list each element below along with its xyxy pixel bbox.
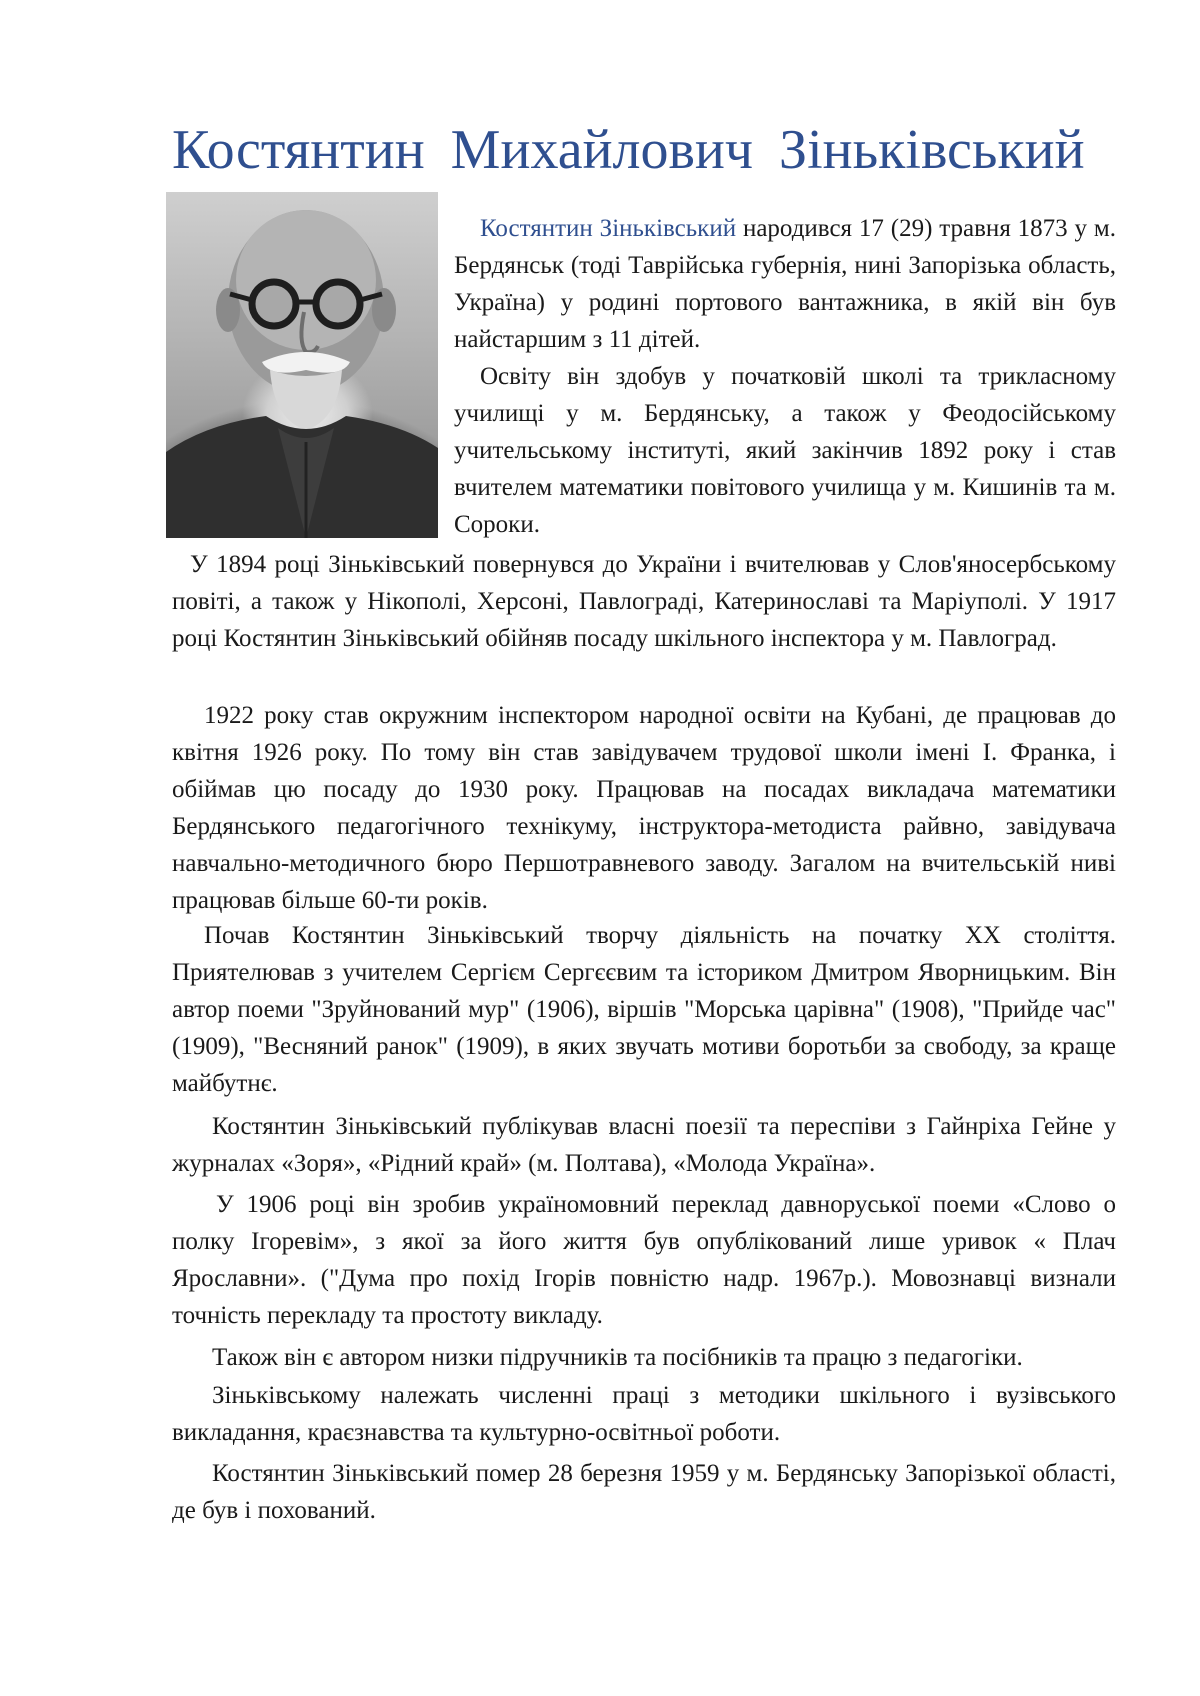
paragraph-birth bbox=[454, 210, 1116, 358]
page-title: Костянтин Михайлович Зіньківський bbox=[172, 119, 1085, 181]
paragraph-education: Освіту він здобув у початковій школі та трикласному училищі у м. Бердянську, а також у Феодосійському учительському інституті, який закінчив 1892 року і став вчителем математики повітового училища у м. Кишинів та м. Сороки. bbox=[454, 363, 1116, 538]
paragraph-textbooks: Також він є автором низки підручників та посібників та працю з педагогіки. bbox=[212, 1344, 1023, 1371]
paragraph-publications: Костянтин Зіньківський публікував власні поезії та переспіви з Гайнріха Гейне у журналах «Зоря», «Рідний край» (м. Полтава), «Молода Україна». bbox=[172, 1113, 1116, 1177]
paragraph-death: Костянтин Зіньківський помер 28 березня 1959 у м. Бердянську Запорізької області, де був і похований. bbox=[172, 1460, 1116, 1524]
paragraph-translation: У 1906 році він зробив україномовний переклад давноруської поеми «Слово о полку Ігоревім», з якої за його життя був опублікований лише уривок « Плач Ярославни». ("Дума про похід Ігорів повністю надр. 1967р.). Мовознавці визнали точність перекладу та простоту викладу. bbox=[172, 1191, 1116, 1329]
paragraph-return-ukraine: У 1894 році Зіньківський повернувся до України і вчителював у Слов'яносербському повіті, а також у Нікополі, Херсоні, Павлограді, Катеринославі та Маріуполі. У 1917 році Костянтин Зіньківський обійняв посаду шкільного інспектора у м. Павлоград. bbox=[172, 551, 1116, 652]
paragraph-methodology: Зіньківському належать численні праці з методики шкільного і вузівського викладання, краєзнавства та культурно-освітньої роботи. bbox=[172, 1382, 1116, 1446]
paragraph-creative-work: Почав Костянтин Зіньківський творчу діяльність на початку XX століття. Приятелював з учителем Сергієм Сергєєвим та істориком Дмитром Яворницьким. Він автор поеми "Зруйнований мур" (1906), віршів "Морська царівна" (1908), "Прийде час" (1909), "Весняний ранок" (1909), в яких звучать мотиви боротьби за свободу, за краще майбутнє. bbox=[172, 922, 1116, 1097]
paragraph-career: 1922 року став окружним інспектором народної освіти на Кубані, де працював до квітня 1926 року. По тому він став завідувачем трудової школи імені І. Франка, і обіймав цю посаду до 1930 року. Працював на посадах викладача математики Бердянського педагогічного технікуму, інструктора-методиста райвно, завідувача навчально-методичного бюро Першотравневого заводу. Загалом на вчительській ниві працював більше 60-ти років. bbox=[172, 702, 1116, 914]
portrait-illustration bbox=[166, 192, 438, 538]
highlighted-name: Костянтин Зіньківський bbox=[480, 215, 737, 242]
portrait-photo bbox=[166, 192, 438, 538]
paragraph-birth-text: народився 17 (29) травня 1873 у м. Бердянськ (тоді Таврійська губернія, нині Запорізька область, Україна) у родині портового вантажника, в якій він був найстаршим з 11 дітей. bbox=[454, 215, 1116, 353]
